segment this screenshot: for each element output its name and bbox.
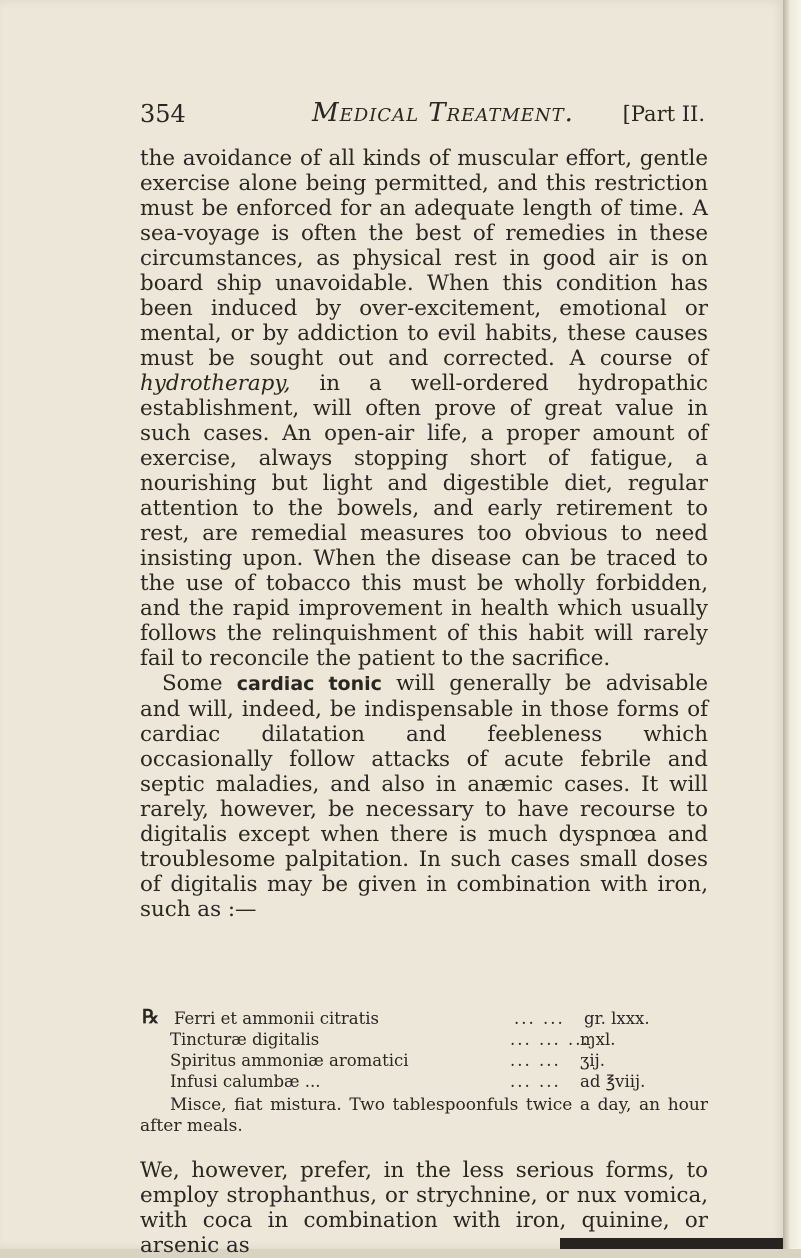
- paragraph-1-text: the avoidance of all kinds of muscular effort, gentle exercise alone being permitted, and this restriction must be enforced for an adequate length of time. A sea-voyage is often the best of remedies in these circumstances, as physical rest in good air is on board ship unavoidable. When this condition has been induced by over-excitement, emotional or mental, or by addiction to evil habits, these causes must be sought out and corrected. A course of: [140, 146, 708, 371]
- recipe-symbol: ℞: [142, 1006, 160, 1028]
- prescription-item: [170, 1029, 710, 1050]
- page-number: 354: [140, 100, 186, 128]
- leader-dots: ... ...: [510, 1051, 561, 1070]
- prescription-item: [170, 1008, 710, 1029]
- ingredient-dose: gr. lxxx.: [584, 1009, 650, 1028]
- bold-term: cardiac tonic: [236, 673, 382, 695]
- paragraph-1-rest: in a well-ordered hydropathic establishment, will often prove of great value in such cases. An open-air life, a proper amount of exercise, always stopping short of fatigue, a nourishing but light and digestible diet, regular attention to the bowels, and early retirement to rest, are remedial measures too obvious to need insisting upon. When the disease can be traced to the use of tobacco this must be wholly forbidden, and the rapid improvement in health which usually follows the relinquishment of this habit will rarely fail to reconcile the patient to the sacrifice.: [140, 371, 708, 671]
- ingredient-dose: ad ℥viij.: [580, 1072, 646, 1091]
- running-title: Medical Treatment.: [312, 98, 574, 128]
- part-label: [Part II.: [622, 102, 705, 126]
- prescription-item: [170, 1050, 710, 1071]
- paragraph-1: [140, 146, 708, 671]
- closing-paragraph: We, however, prefer, in the less serious forms, to employ strophanthus, or strychnine, or nux vomica, with coca in combination with iron, quinine, or arsenic as: [140, 1158, 708, 1258]
- page-edge-shadow: [560, 1238, 786, 1249]
- ingredient-name: Ferri et ammonii citratis: [174, 1009, 379, 1028]
- leader-dots: ... ... ...: [510, 1030, 590, 1049]
- prescription: [142, 1006, 710, 1092]
- ingredient-name: Infusi calumbæ ...: [170, 1072, 321, 1091]
- paragraph-2-rest: will generally be advisable and will, indeed, be indispensable in those forms of cardiac dilatation and feebleness which occasionally follow attacks of acute febrile and septic maladies, and also in anæmic cases. It will rarely, however, be necessary to have recourse to digitalis except when there is much dyspnœa and troublesome palpitation. In such cases small doses of digitalis may be given in combination with iron, such as :—: [140, 671, 708, 922]
- leader-dots: ... ...: [514, 1009, 565, 1028]
- ingredient-dose: ʒij.: [580, 1051, 605, 1070]
- page-header: [140, 100, 705, 140]
- paragraph-2: [140, 671, 708, 922]
- body-text: [140, 146, 708, 922]
- paragraph-2-start: Some: [162, 671, 237, 696]
- book-spine: [783, 0, 801, 1249]
- ingredient-name: Spiritus ammoniæ aromatici: [170, 1051, 409, 1070]
- leader-dots: ... ...: [510, 1072, 561, 1091]
- ingredient-name: Tincturæ digitalis: [170, 1030, 320, 1049]
- italic-term: hydrotherapy,: [140, 371, 291, 396]
- prescription-directions: Misce, fiat mistura. Two tablespoonfuls twice a day, an hour after meals.: [140, 1095, 708, 1136]
- prescription-item: [170, 1071, 710, 1092]
- ingredient-dose: ɱxl.: [580, 1030, 616, 1049]
